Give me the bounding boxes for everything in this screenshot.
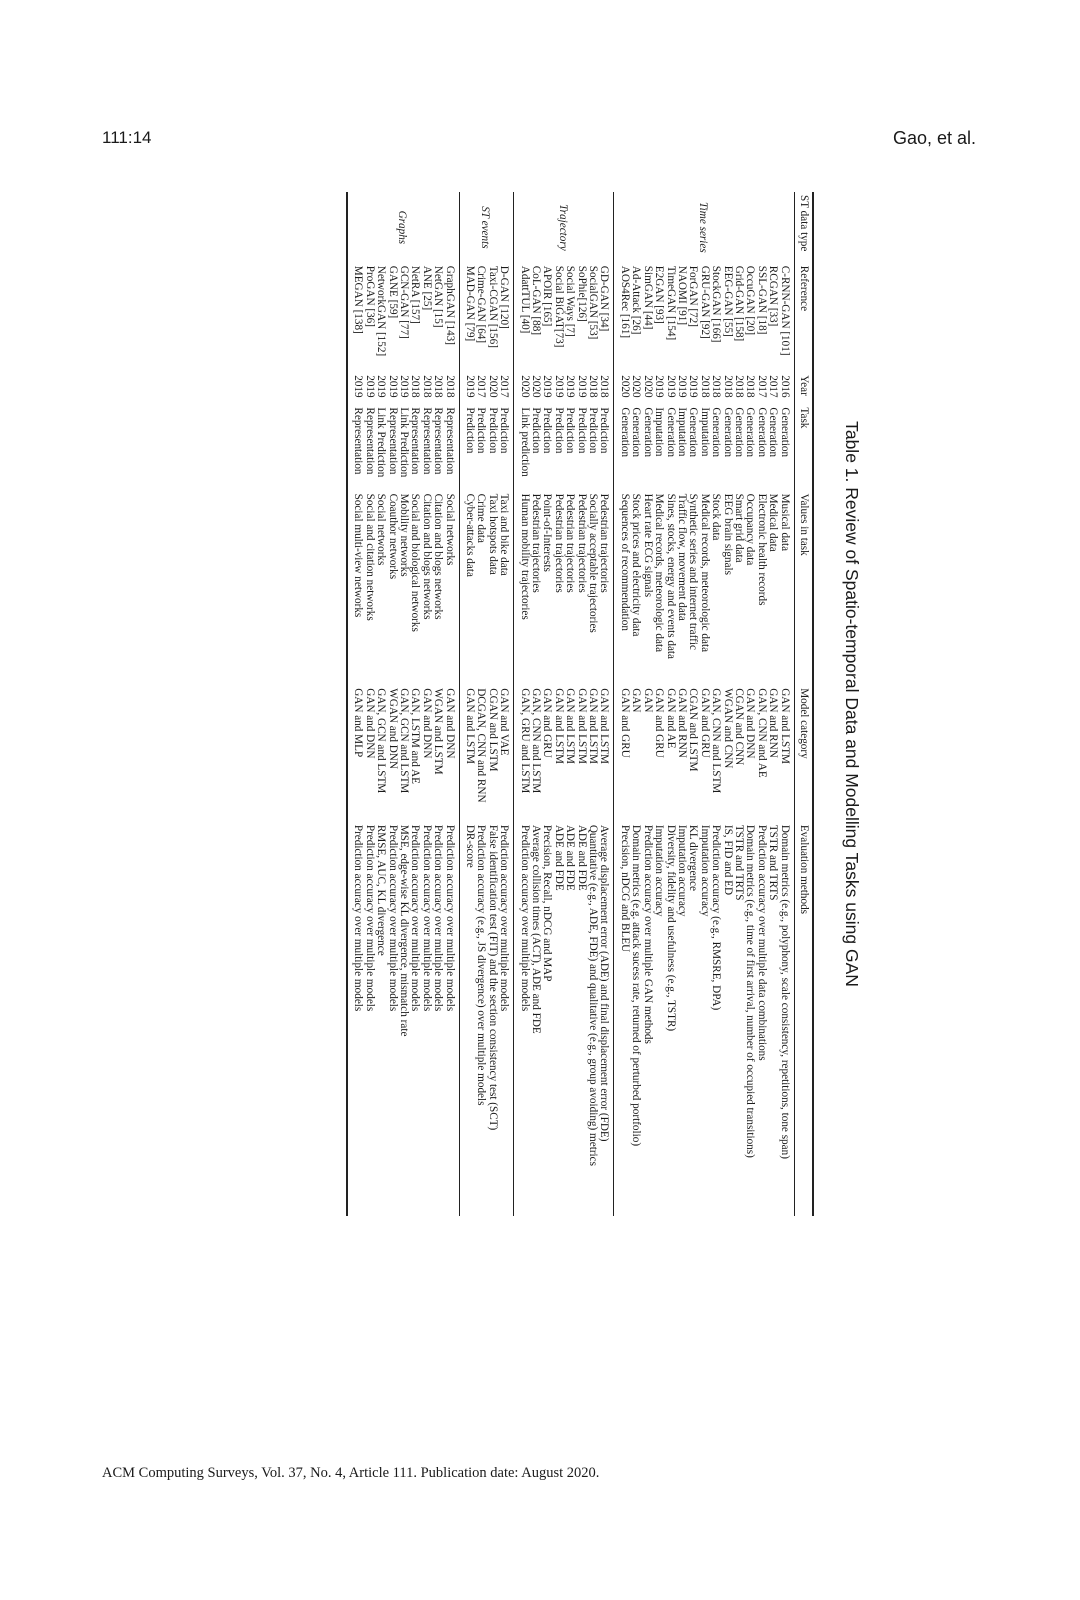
table-row (653, 192, 664, 1216)
evaluation-cell: ADE and FDE (575, 824, 588, 891)
table-group (347, 192, 459, 1216)
table-row (398, 192, 409, 1216)
journal-footer: ACM Computing Surveys, Vol. 37, No. 4, Article 111. Publication date: August 2020. (102, 1465, 600, 1481)
reference-cell: AdattTUL [40] (518, 265, 531, 334)
reference-cell: NetGAN [15] (432, 265, 445, 328)
task-cell: Link prediction (518, 407, 531, 477)
task-cell: Prediction (530, 407, 543, 454)
evaluation-cell: Precision, Recall, nDCG and MAP (541, 824, 554, 982)
year-cell: 2017 (498, 375, 511, 398)
values-cell: Human mobility trajectories (518, 493, 531, 620)
model-cell: GAN and RNN (767, 688, 780, 758)
year-cell: 2019 (653, 375, 666, 398)
reference-cell: EEG-GAN [55] (721, 265, 734, 337)
evaluation-cell: KL divergence (687, 824, 700, 892)
reference-cell: NAOMI [91] (675, 265, 688, 326)
model-cell: GAN and GRU (541, 688, 554, 758)
task-cell: Prediction (464, 407, 477, 454)
task-cell: Generation (767, 407, 780, 458)
table-row (630, 192, 641, 1216)
reference-cell: SocialGAN [53] (587, 265, 600, 340)
year-cell: 2017 (767, 375, 780, 398)
values-cell: Synthetic series and internet traffic (687, 493, 700, 650)
model-cell: GAN (630, 688, 643, 713)
values-cell: Medical data (767, 493, 780, 552)
values-cell: Electronic health records (755, 493, 768, 606)
model-cell: GAN, CNN and AE (755, 688, 768, 778)
values-cell: Point-of-Interests (541, 493, 554, 572)
evaluation-cell: DR-score (464, 824, 477, 868)
model-cell: GAN and LSTM (564, 688, 577, 765)
evaluation-cell: ADE and FDE (564, 824, 577, 891)
model-cell: GAN, CNN and LSTM (710, 688, 723, 794)
reference-cell: SimGAN [44] (641, 265, 654, 330)
year-cell: 2020 (486, 375, 499, 398)
evaluation-cell: RMSE, AUC, KL divergence (375, 824, 388, 956)
evaluation-cell: TSTR and TRTS (732, 824, 745, 901)
task-cell: Generation (618, 407, 631, 458)
reference-cell: TimeGAN [154] (664, 265, 677, 341)
task-cell: Generation (755, 407, 768, 458)
values-cell: Coauthor networks (386, 493, 399, 580)
reference-cell: ANE [25] (420, 265, 433, 311)
table-header-row (794, 192, 813, 1216)
year-cell: 2016 (778, 375, 791, 398)
year-cell: 2018 (721, 375, 734, 398)
task-cell: Prediction (498, 407, 511, 454)
table-row (614, 192, 630, 1216)
reference-cell: SSL-GAN [18] (755, 265, 768, 335)
reference-cell: E2GAN [93] (653, 265, 666, 324)
year-cell: 2020 (641, 375, 654, 398)
table-row (676, 192, 687, 1216)
evaluation-cell: False identification test (FIT) and the section consistency test (SCT) (486, 824, 499, 1131)
evaluation-cell: Prediction accuracy (e.g., JS divergence) over multiple models (475, 824, 488, 1106)
task-cell: Prediction (475, 407, 488, 454)
model-cell: GAN and GRU (653, 688, 666, 758)
values-cell: Citation and blogs networks (420, 493, 433, 620)
column-header: Task (794, 404, 813, 490)
evaluation-cell: Prediction accuracy over multiple models (409, 824, 422, 1012)
column-header: Evaluation methods (794, 822, 813, 1216)
table-row (459, 192, 475, 1216)
evaluation-cell: Prediction accuracy over multiple models (498, 824, 511, 1012)
year-cell: 2018 (587, 375, 600, 398)
reference-cell: GraphGAN [143] (443, 265, 456, 345)
reference-cell: GCN-GAN [77] (398, 265, 410, 339)
task-cell: Representation (386, 407, 399, 475)
evaluation-cell: Precision, nDCG and BLEU (618, 824, 631, 953)
task-cell: Imputation (653, 407, 666, 457)
values-cell: Pedestrian trajectories (575, 493, 588, 593)
task-cell: Representation (420, 407, 433, 475)
year-cell: 2018 (710, 375, 723, 398)
task-cell: Link Prediction (398, 407, 410, 478)
reference-cell: OccuGAN [20] (744, 265, 757, 336)
year-cell: 2019 (363, 375, 376, 398)
evaluation-cell: Prediction accuracy over multiple models (420, 824, 433, 1012)
values-cell: Pedestrian trajectories (552, 493, 565, 593)
values-cell: Social networks (375, 493, 388, 566)
reference-cell: NetRA [157] (409, 265, 422, 324)
values-cell: EEG brain signals (721, 493, 734, 576)
model-cell: GAN and LSTM (598, 688, 611, 765)
values-cell: Socially acceptable trajectories (587, 493, 600, 633)
review-table (346, 192, 814, 1216)
year-cell: 2019 (352, 375, 365, 398)
table-row (475, 192, 486, 1216)
year-cell: 2017 (475, 375, 488, 398)
table-row (530, 192, 541, 1216)
model-cell: GAN and LSTM (575, 688, 588, 765)
table-row (564, 192, 575, 1216)
running-authors: Gao, et al. (892, 128, 976, 148)
reference-cell: Grid-GAN [158] (732, 265, 745, 342)
year-cell: 2019 (464, 375, 477, 398)
table-row (486, 192, 497, 1216)
model-cell: GAN and MLP (352, 688, 365, 758)
model-cell: GAN and DNN (420, 688, 433, 759)
task-cell: Generation (732, 407, 745, 458)
column-header: Year (794, 372, 813, 404)
values-cell: Social and citation networks (363, 493, 376, 621)
values-cell: Mobility networks (398, 493, 410, 577)
reference-cell: C-RNN-GAN [101] (778, 265, 791, 356)
table-row (363, 192, 374, 1216)
evaluation-cell: Domain metrics (e.g. attack sucess rate, returned of perturbed portfolio) (630, 824, 643, 1147)
year-cell: 2020 (618, 375, 631, 398)
year-cell: 2020 (530, 375, 543, 398)
evaluation-cell: Diversity, fidelity and usefulness (e.g., TSTR) (664, 824, 677, 1032)
model-cell: GAN and LSTM (587, 688, 600, 765)
data-type-cell: Trajectory (556, 204, 569, 251)
task-cell: Prediction (486, 407, 499, 454)
values-cell: Crime data (475, 493, 488, 544)
values-cell: Pedestrian trajectories (530, 493, 543, 593)
task-cell: Prediction (552, 407, 565, 454)
column-header: ST data type (794, 192, 813, 263)
year-cell: 2018 (432, 375, 445, 398)
task-cell: Representation (352, 407, 365, 475)
model-cell: GAN and VAE (498, 688, 511, 756)
task-cell: Representation (363, 407, 376, 475)
values-cell: Taxi hotspots data (486, 493, 499, 575)
year-cell: 2019 (664, 375, 677, 398)
table-row (687, 192, 698, 1216)
model-cell: GAN and LSTM (552, 688, 565, 765)
year-cell: 2018 (744, 375, 757, 398)
year-cell: 2019 (398, 375, 410, 398)
values-cell: Medical records, meteorologic data (698, 493, 711, 653)
model-cell: CGAN and CNN (732, 688, 745, 766)
reference-cell: GANE [59] (386, 265, 399, 319)
year-cell: 2018 (598, 375, 611, 398)
model-cell: GAN, CNN and LSTM (530, 688, 543, 794)
table-row (767, 192, 778, 1216)
task-cell: Generation (778, 407, 791, 458)
table-row (375, 192, 386, 1216)
year-cell: 2019 (675, 375, 688, 398)
model-cell: GAN and RNN (675, 688, 688, 758)
values-cell: Pedestrian trajectories (598, 493, 611, 593)
model-cell: GAN, LSTM and AE (409, 688, 422, 784)
table-row (432, 192, 443, 1216)
reference-cell: RCGAN [33] (767, 265, 780, 327)
table-row (721, 192, 732, 1216)
table-row (778, 192, 794, 1216)
model-cell: GAN and LSTM (778, 688, 791, 765)
data-type-cell: Graphs (396, 210, 408, 245)
reference-cell: AOS4Rec [161] (618, 265, 631, 339)
evaluation-cell: Prediction accuracy over multiple models (518, 824, 531, 1012)
year-cell: 2019 (541, 375, 554, 398)
evaluation-cell: Domain metrics (e.g., polyphony, scale consistency, repetitions, tone span) (778, 824, 791, 1159)
task-cell: Generation (721, 407, 734, 458)
evaluation-cell: TSTR and TRTS (767, 824, 780, 901)
model-cell: CGAN and LSTM (486, 688, 499, 772)
model-cell: GAN and AE (664, 688, 677, 749)
task-cell: Representation (409, 407, 422, 475)
table-row (347, 192, 363, 1216)
task-cell: Generation (710, 407, 723, 458)
table-row (755, 192, 766, 1216)
values-cell: Musical data (778, 493, 791, 552)
table-row (710, 192, 721, 1216)
values-cell: Stock data (710, 493, 723, 541)
column-header: Model category (794, 685, 813, 822)
table-row (641, 192, 652, 1216)
table-row (575, 192, 586, 1216)
year-cell: 2017 (755, 375, 768, 398)
year-cell: 2020 (518, 375, 531, 398)
values-cell: Smart grid data (732, 493, 745, 563)
values-cell: Sines, stocks, energy and events data (664, 493, 677, 660)
model-cell: GAN, GCN and LSTM (398, 688, 410, 794)
column-header: Values in task (794, 491, 813, 686)
task-cell: Representation (432, 407, 445, 475)
task-cell: Imputation (675, 407, 688, 457)
reference-cell: MAD-GAN [79] (464, 265, 477, 342)
table-row (598, 192, 614, 1216)
year-cell: 2018 (409, 375, 422, 398)
evaluation-cell: Prediction accuracy over multiple data combinations (755, 824, 768, 1061)
page-number: 111:14 (102, 128, 152, 147)
reference-cell: Social Ways [7] (564, 265, 577, 337)
table-group (459, 192, 514, 1216)
table-group (514, 192, 614, 1216)
year-cell: 2020 (630, 375, 643, 398)
reference-cell: StockGAN [166] (710, 265, 723, 343)
table-caption: Table 1. Review of Spatio-temporal Data and Modelling Tasks using GAN (842, 421, 862, 987)
values-cell: Occupancy data (744, 493, 757, 566)
reference-cell: GD-GAN [34] (598, 265, 611, 332)
reference-cell: APOIR [165] (541, 265, 554, 327)
model-cell: GAN, GRU and LSTM (518, 688, 531, 794)
values-cell: Cyber-attacks data (464, 493, 477, 577)
values-cell: Social networks (443, 493, 456, 566)
model-cell: WGAN and DNN (386, 688, 399, 769)
year-cell: 2019 (386, 375, 399, 398)
task-cell: Generation (641, 407, 654, 458)
table-row (541, 192, 552, 1216)
reference-cell: MEGAN [138] (352, 265, 365, 334)
values-cell: Traffic flow, movement data (675, 493, 688, 621)
task-cell: Representation (443, 407, 456, 475)
values-cell: Sequences of recommendation (618, 493, 631, 631)
reference-cell: CoL-GAN [88] (530, 265, 543, 336)
evaluation-cell: Prediction accuracy over multiple models (386, 824, 399, 1012)
data-type-cell: ST events (479, 206, 492, 249)
reference-cell: GRU-GAN [92] (698, 265, 711, 339)
table-row (420, 192, 431, 1216)
evaluation-cell: Prediction accuracy over multiple GAN methods (641, 824, 654, 1044)
task-cell: Generation (687, 407, 700, 458)
model-cell: GAN and DNN (744, 688, 757, 759)
table-row (386, 192, 397, 1216)
reference-cell: SoPhie[126] (575, 265, 588, 322)
model-cell: GAN and DNN (443, 688, 456, 759)
model-cell: DCGAN, CNN and RNN (475, 688, 488, 803)
table-row (733, 192, 744, 1216)
table-group (614, 192, 794, 1216)
table-row (443, 192, 459, 1216)
evaluation-cell: Imputation accuracy (675, 824, 688, 917)
year-cell: 2018 (443, 375, 456, 398)
task-cell: Generation (630, 407, 643, 458)
task-cell: Prediction (587, 407, 600, 454)
model-cell: GAN, GCN and LSTM (375, 688, 388, 794)
reference-cell: ProGAN [36] (363, 265, 376, 327)
task-cell: Imputation (698, 407, 711, 457)
evaluation-cell: Domain metrics (e.g., time of first arrival, number of occupied transitions) (744, 824, 757, 1158)
year-cell: 2018 (732, 375, 745, 398)
task-cell: Generation (744, 407, 757, 458)
task-cell: Link Prediction (375, 407, 388, 478)
evaluation-cell: Imputation accuracy (698, 824, 711, 917)
values-cell: Social multi-view networks (352, 493, 365, 618)
evaluation-cell: Average collision times (ACT), ADE and FDE (530, 824, 543, 1034)
model-cell: GAN and GRU (698, 688, 711, 758)
table-row (514, 192, 530, 1216)
values-cell: Pedestrian trajectories (564, 493, 577, 593)
reference-cell: Social BiGAT[73] (552, 265, 565, 348)
year-cell: 2019 (375, 375, 388, 398)
evaluation-cell: Quantitative (e.g., ADE, FDE) and qualitative (e.g., group avoiding) metrics (587, 824, 600, 1166)
year-cell: 2019 (564, 375, 577, 398)
year-cell: 2018 (420, 375, 433, 398)
task-cell: Prediction (598, 407, 611, 454)
table-row (587, 192, 598, 1216)
reference-cell: NetworkGAN [152] (375, 265, 388, 357)
values-cell: Citation and blogs networks (432, 493, 445, 620)
model-cell: WGAN and LSTM (432, 688, 445, 775)
evaluation-cell: Prediction accuracy over multiple models (363, 824, 376, 1012)
model-cell: CGAN and LSTM (687, 688, 700, 772)
model-cell: GAN and GRU (618, 688, 631, 758)
table-row (552, 192, 563, 1216)
evaluation-cell: MSE, edge-wise KL divergence, mismatch rate (398, 824, 410, 1037)
table-row (664, 192, 675, 1216)
data-type-cell: Time series (696, 202, 709, 253)
values-cell: Medical records, meteorologic data (653, 493, 666, 653)
task-cell: Generation (664, 407, 677, 458)
evaluation-cell: Prediction accuracy over multiple models (432, 824, 445, 1012)
values-cell: Heart rate ECG signals (641, 493, 654, 598)
task-cell: Prediction (541, 407, 554, 454)
table-row (409, 192, 420, 1216)
model-cell: GAN and LSTM (464, 688, 477, 765)
reference-cell: D-GAN [120] (498, 265, 511, 329)
year-cell: 2019 (552, 375, 565, 398)
values-cell: Stock prices and electricity data (630, 493, 643, 637)
evaluation-cell: ADE and FDE (552, 824, 565, 891)
column-header: Reference (794, 263, 813, 372)
reference-cell: Taxi-CGAN [156] (486, 265, 499, 348)
task-cell: Prediction (575, 407, 588, 454)
year-cell: 2019 (575, 375, 588, 398)
table-row (744, 192, 755, 1216)
year-cell: 2018 (698, 375, 711, 398)
evaluation-cell: Prediction accuracy over multiple models (352, 824, 365, 1012)
year-cell: 2019 (687, 375, 700, 398)
reference-cell: Crime-GAN [64] (475, 265, 488, 344)
model-cell: GAN (641, 688, 654, 713)
reference-cell: ForGAN [72] (687, 265, 700, 327)
table-row (498, 192, 514, 1216)
evaluation-cell: Imputation accuracy (653, 824, 666, 917)
table-row (698, 192, 709, 1216)
model-cell: GAN and DNN (363, 688, 376, 759)
evaluation-cell: Prediction accuracy over multiple models (443, 824, 456, 1012)
values-cell: Taxi and bike data (498, 493, 511, 576)
rotated-table-region (162, 192, 862, 1216)
evaluation-cell: Prediction accuracy (e.g., RMSRE, DPA) (710, 824, 723, 1011)
evaluation-cell: IS, FID and ED (721, 824, 734, 896)
task-cell: Prediction (564, 407, 577, 454)
reference-cell: Ad-Attack [26] (630, 265, 643, 335)
evaluation-cell: Average displacement error (ADE) and final displacement error (FDE) (598, 824, 611, 1142)
model-cell: WGAN and CNN (721, 688, 734, 769)
values-cell: Social and biological networks (409, 493, 422, 632)
